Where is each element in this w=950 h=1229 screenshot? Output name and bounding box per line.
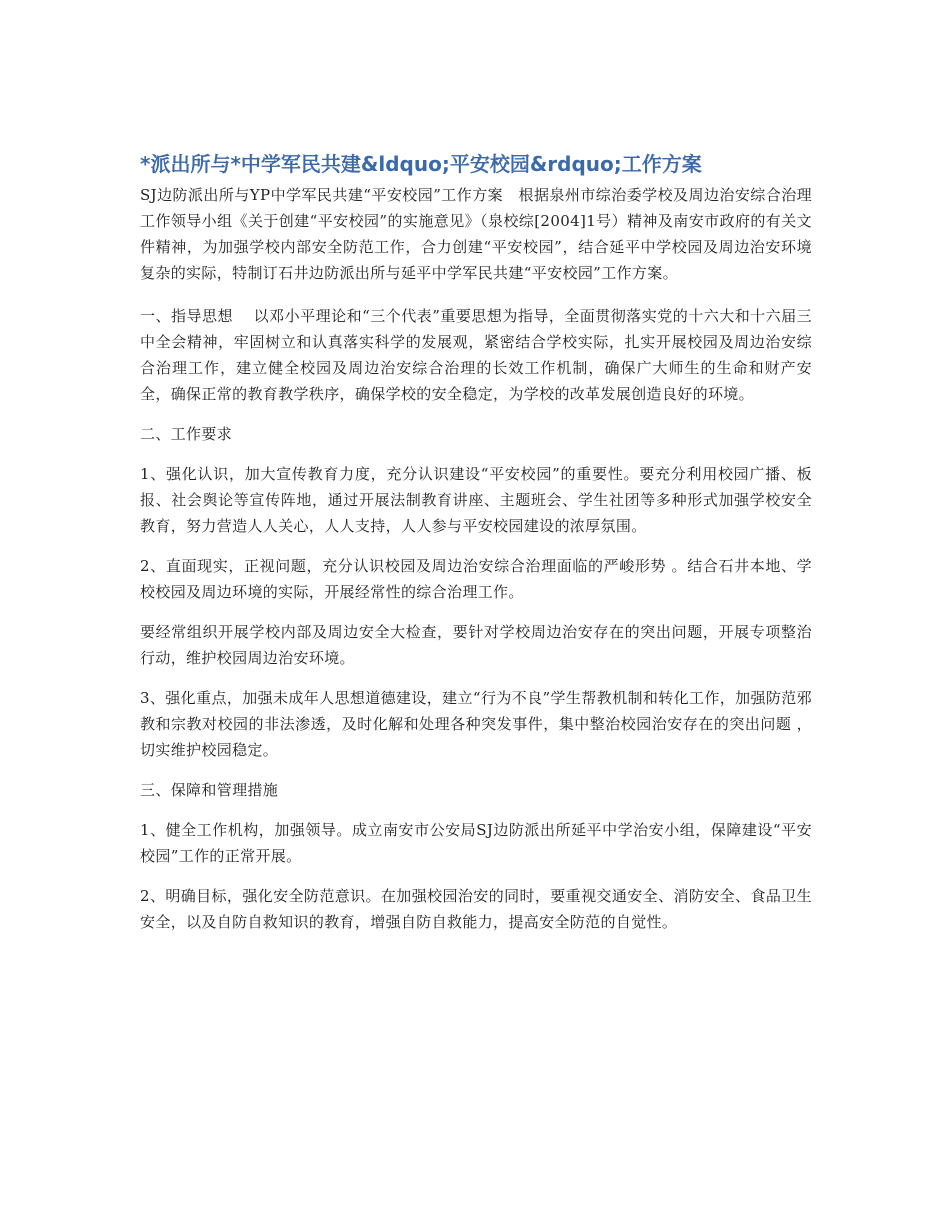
requirement-3-paragraph: 3、强化重点，加强未成年人思想道德建设，建立“行为不良”学生帮教机制和转化工作，加强防范邪教和宗教对校园的非法渗透，及时化解和处理各种突发事件，集中整治校园治安存在的突出问题 ，切实维护校园稳定。 [140,689,812,759]
guiding-ideology-paragraph: 一、指导思想 以邓小平理论和“三个代表”重要思想为指导，全面贯彻落实党的十六大和十六届三中全会精神，牢固树立和认真落实科学的发展观，紧密结合学校实际，扎实开展校园及周边治安综合治理工作，建立健全校园及周边治安综合治理的长效工作机制，确保广大师生的生命和财产安全，确保正常的教育教学秩序，确保学校的安全稳定，为学校的改革发展创造良好的环境。 [140,307,812,403]
section-heading-work-requirements: 二、工作要求 [140,425,233,443]
intro-paragraph: SJ边防派出所与YP中学军民共建“平安校园”工作方案 根据泉州市综治委学校及周边治安综合治理工作领导小组《关于创建“平安校园”的实施意见》（泉校综[2004]1号）精神及南安市政府的有关文件精神，为加强学校内部安全防范工作，合力创建“平安校园”，结合延平中学校园及周边治安环境复杂的实际，特制订石井边防派出所与延平中学军民共建“平安校园”工作方案。 [140,186,812,282]
requirement-2-paragraph: 2、直面现实，正视问题，充分认识校园及周边治安综合治理面临的严峻形势 。结合石井本地、学校校园及周边环境的实际，开展经常性的综合治理工作。 [140,557,812,601]
requirement-1-paragraph: 1、强化认识，加大宣传教育力度，充分认识建设“平安校园”的重要性。要充分利用校园广播、板报、社会舆论等宣传阵地，通过开展法制教育讲座、主题班会、学生社团等多种形式加强学校安全教育，努力营造人人关心，人人支持，人人参与平安校园建设的浓厚氛围。 [140,465,812,535]
inspection-paragraph: 要经常组织开展学校内部及周边安全大检查，要针对学校周边治安存在的突出问题，开展专项整治行动，维护校园周边治安环境。 [140,623,812,667]
document-page [140,150,812,949]
measure-2-paragraph: 2、明确目标，强化安全防范意识。在加强校园治安的同时，要重视交通安全、消防安全、食品卫生安全，以及自防自救知识的教育，增强自防自救能力，提高安全防范的自觉性。 [140,887,812,931]
section-heading-measures: 三、保障和管理措施 [140,781,279,799]
measure-1-paragraph: 1、健全工作机构，加强领导。成立南安市公安局SJ边防派出所延平中学治安小组，保障建设“平安校园”工作的正常开展。 [140,821,812,865]
document-title: *派出所与*中学军民共建&ldquo;平安校园&rdquo;工作方案 [140,152,702,176]
